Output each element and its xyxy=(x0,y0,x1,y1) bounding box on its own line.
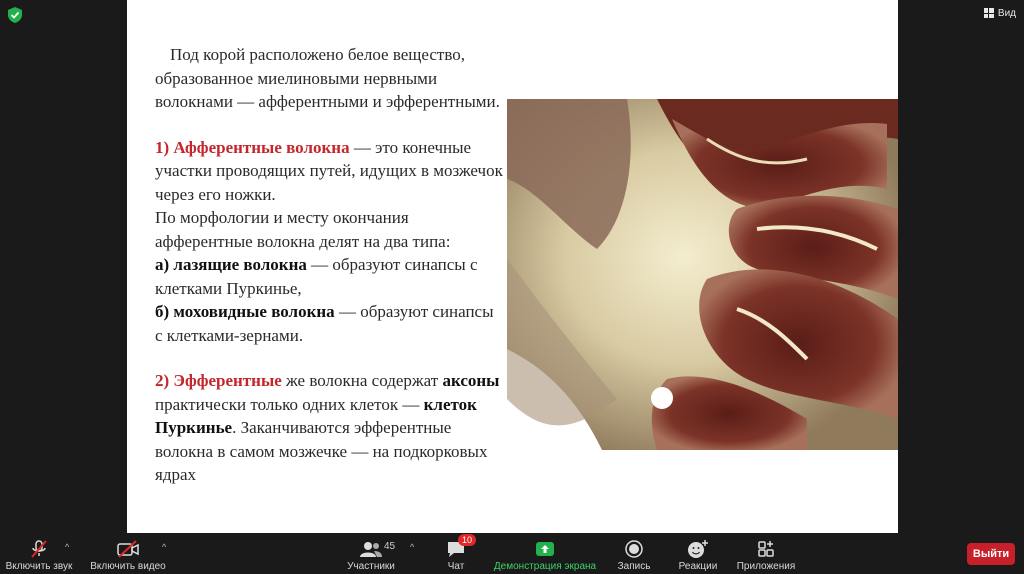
participants-icon xyxy=(359,537,383,561)
slide-paragraph: б) моховидные волокна — образуют синапсы с клетками-зернами. xyxy=(155,302,494,345)
slide-paragraph: По морфологии и месту окончания афферентные волокна делят на два типа: xyxy=(155,208,451,251)
unmute-label: Включить звук xyxy=(5,561,73,572)
unmute-button[interactable] xyxy=(5,533,73,574)
apps-icon xyxy=(757,537,775,561)
record-icon xyxy=(624,537,644,561)
apps-button[interactable] xyxy=(734,533,798,574)
shield-check-icon xyxy=(8,7,22,23)
share-screen-icon xyxy=(535,537,555,561)
start-video-label: Включить видео xyxy=(90,561,166,572)
afferent-heading: 1) Афферентные волокна xyxy=(155,137,350,157)
slide-paragraph: 2) Эфферентные же волокна содержат аксоны практически только одних клеток — клеток Пуркинье. Заканчиваются эфферентные волокна в самом мозжечке — на подкорковых ядрах xyxy=(155,371,500,484)
start-video-button[interactable] xyxy=(88,533,168,574)
video-options-caret-icon[interactable]: ^ xyxy=(162,542,167,552)
view-button[interactable] xyxy=(984,6,1016,20)
participants-caret-icon[interactable]: ^ xyxy=(410,542,415,552)
participants-button[interactable] xyxy=(346,533,396,574)
chat-label: Чат xyxy=(447,561,465,572)
slide-text xyxy=(155,43,505,487)
share-screen-label: Демонстрация экрана xyxy=(493,561,597,572)
slide-paragraph: Под корой расположено белое вещество, образованное миелиновыми нервными волокнами — афферентными и эфферентными. xyxy=(155,45,500,111)
mic-muted-icon xyxy=(29,537,49,561)
cerebellum-micrograph xyxy=(507,99,898,450)
efferent-heading: 2) Эфферентные xyxy=(155,371,282,390)
smiley-plus-icon xyxy=(687,537,709,561)
record-label: Запись xyxy=(617,561,651,572)
reactions-label: Реакции xyxy=(678,561,718,572)
slide-paragraph: 1) Афферентные волокна — это конечные участки проводящих путей, идущих в мозжечок через его ножки. xyxy=(155,137,503,204)
apps-label: Приложения xyxy=(736,561,796,572)
share-screen-button[interactable] xyxy=(492,533,598,574)
shared-slide xyxy=(127,0,898,533)
participants-label: Участники xyxy=(347,561,395,572)
slide-paragraph: а) лазящие волокна — образуют синапсы с клетками Пуркинье, xyxy=(155,255,478,298)
participants-count: 45 xyxy=(384,541,396,552)
meeting-toolbar xyxy=(0,533,1024,574)
video-off-icon xyxy=(117,537,139,561)
reactions-button[interactable] xyxy=(676,533,720,574)
chat-unread-badge: 10 xyxy=(458,534,476,546)
view-label: Вид xyxy=(997,7,1016,19)
grid-icon xyxy=(984,8,994,18)
leave-button[interactable]: Выйти xyxy=(967,543,1015,565)
audio-options-caret-icon[interactable]: ^ xyxy=(65,542,70,552)
record-button[interactable] xyxy=(614,533,654,574)
